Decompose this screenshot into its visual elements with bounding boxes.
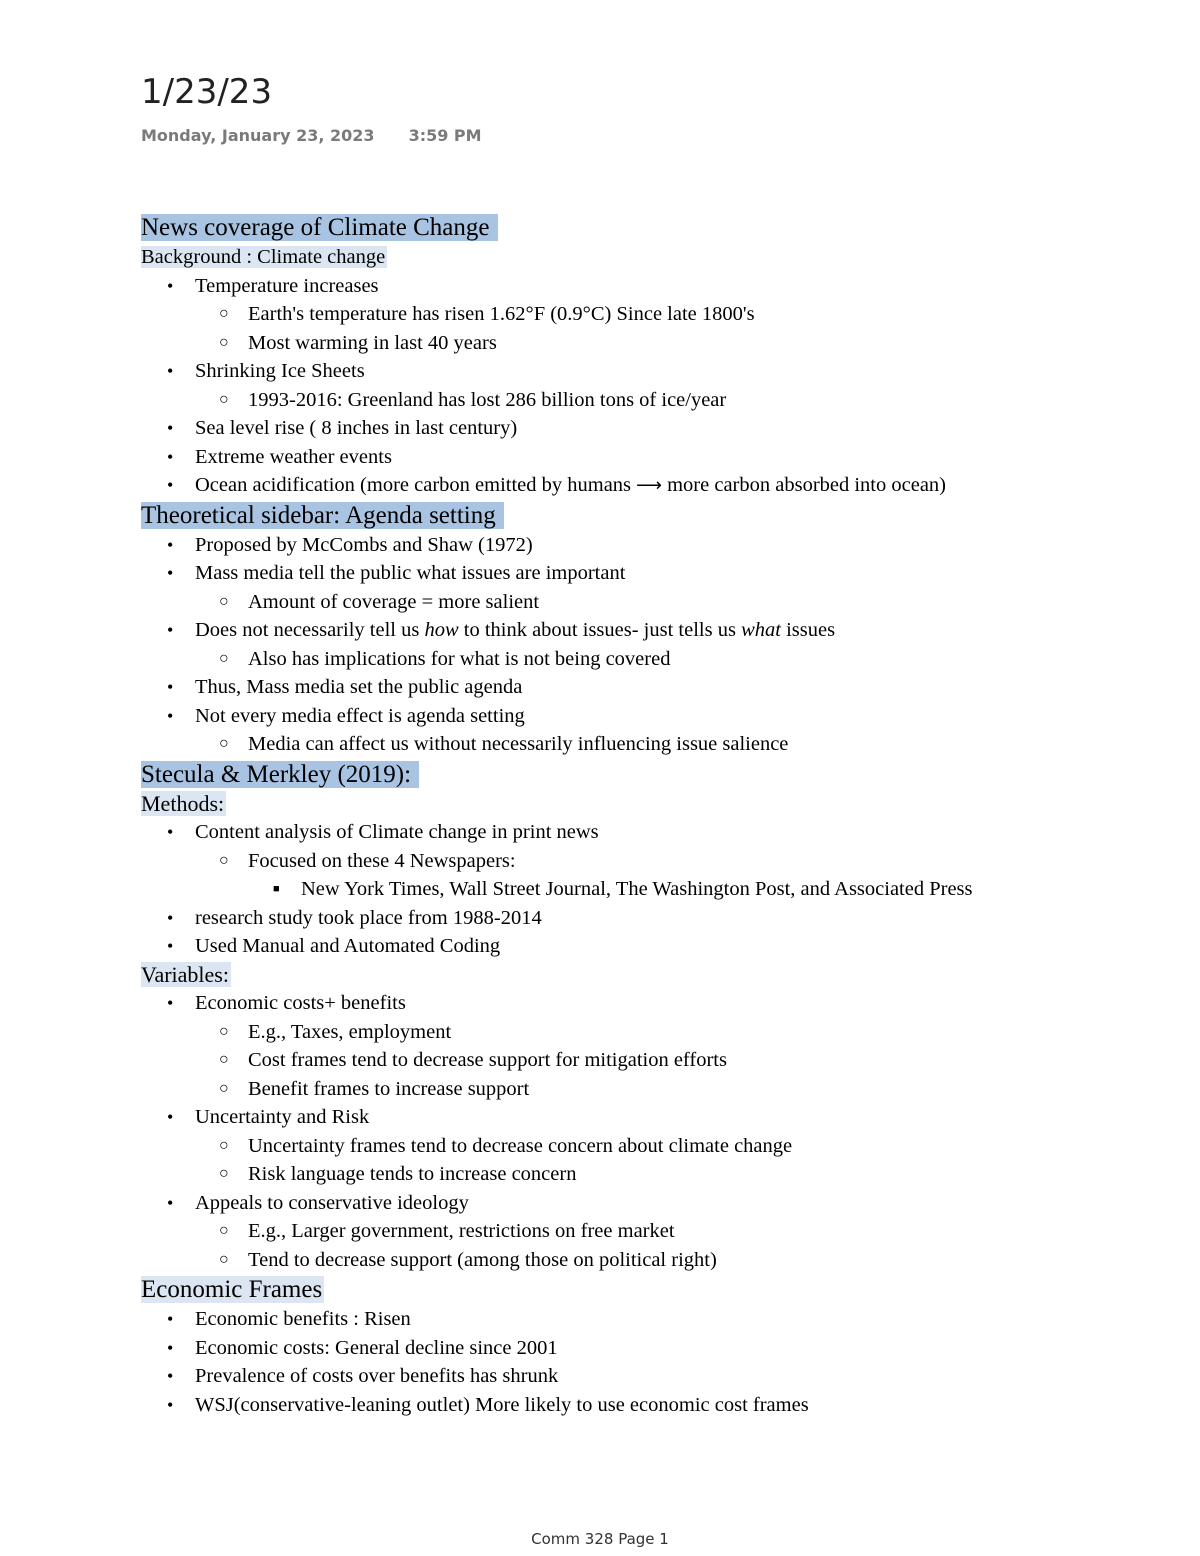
list-item: ○ Uncertainty frames tend to decrease concern about climate change (141, 1132, 1141, 1161)
list-item: • Extreme weather events (141, 443, 1141, 472)
list-item: ○ E.g., Taxes, employment (141, 1018, 1141, 1047)
list-item: ○ Most warming in last 40 years (141, 329, 1141, 358)
bullet-icon: • (167, 534, 174, 555)
right-arrow-icon: ⟶ (636, 475, 662, 496)
list-item: ○ Focused on these 4 Newspapers: (141, 847, 1141, 876)
list-item: ○ Also has implications for what is not being covered (141, 645, 1141, 674)
subheading-methods: Methods: (141, 790, 225, 816)
list-item: • Used Manual and Automated Coding (141, 932, 1141, 961)
page-footer: Comm 328 Page 1 (531, 1530, 669, 1548)
bullet-icon: • (167, 1309, 174, 1329)
circle-bullet-icon: ○ (219, 1222, 229, 1239)
list-item: • Mass media tell the public what issues are important (141, 559, 1141, 588)
circle-bullet-icon: ○ (219, 851, 229, 869)
bullet-icon: • (167, 993, 174, 1013)
list-item: • Content analysis of Climate change in print news (141, 818, 1141, 847)
list-item: • Does not necessarily tell us how to think about issues- just tells us what issues (141, 616, 1141, 645)
bullet-icon: • (167, 275, 174, 296)
list-item: ■ New York Times, Wall Street Journal, The Washington Post, and Associated Press (141, 875, 1141, 904)
circle-bullet-icon: ○ (219, 305, 229, 322)
circle-bullet-icon: ○ (219, 390, 229, 408)
bullet-icon: • (167, 620, 174, 640)
list-item: ○ Media can affect us without necessarily influencing issue salience (141, 730, 1141, 759)
bullet-icon: • (167, 822, 174, 842)
section-heading-news: News coverage of Climate Change (141, 212, 1141, 243)
subheading-background: Background : Climate change (141, 246, 386, 268)
list-item: ○ Benefit frames to increase support (141, 1075, 1141, 1104)
bullet-icon: • (167, 446, 174, 467)
list-item: • Sea level rise ( 8 inches in last century) (141, 414, 1141, 443)
bullet-icon: • (167, 936, 174, 956)
bullet-icon: • (167, 563, 174, 583)
list-item: • Proposed by McCombs and Shaw (1972) (141, 531, 1141, 560)
list-item: ○ Risk language tends to increase concern (141, 1160, 1141, 1189)
page-time: 3:59 PM (408, 126, 482, 145)
section-heading-stecula: Stecula & Merkley (2019): (141, 759, 1141, 790)
bullet-icon: • (167, 677, 174, 697)
circle-bullet-icon: ○ (219, 333, 229, 351)
bullet-icon: • (167, 1394, 174, 1415)
note-body (141, 212, 1141, 1419)
subheading-variables: Variables: (141, 961, 229, 987)
circle-bullet-icon: ○ (219, 592, 229, 610)
circle-bullet-icon: ○ (219, 1051, 229, 1068)
bullet-icon: • (167, 418, 174, 438)
list-item: • Uncertainty and Risk (141, 1103, 1141, 1132)
bullet-icon: • (167, 907, 174, 928)
list-item: ○ Earth's temperature has risen 1.62°F (0.9°C) Since late 1800's (141, 300, 1141, 329)
list-item: • Ocean acidification (more carbon emitted by humans ⟶ more carbon absorbed into ocean) (141, 471, 1141, 500)
page-title: 1/23/23 (141, 72, 273, 112)
list-item: • Temperature increases (141, 272, 1141, 301)
list-item: • Not every media effect is agenda setting (141, 702, 1141, 731)
list-item: ○ Amount of coverage = more salient (141, 588, 1141, 617)
list-item: ○ E.g., Larger government, restrictions on free market (141, 1217, 1141, 1246)
list-item: • WSJ(conservative-leaning outlet) More likely to use economic cost frames (141, 1391, 1141, 1420)
bullet-icon: • (167, 1366, 174, 1386)
square-bullet-icon: ■ (273, 883, 280, 895)
list-item: • Appeals to conservative ideology (141, 1189, 1141, 1218)
list-item: • Economic benefits : Risen (141, 1305, 1141, 1334)
page-meta (141, 126, 482, 145)
list-item: ○ Cost frames tend to decrease support for mitigation efforts (141, 1046, 1141, 1075)
bullet-icon: • (167, 1192, 174, 1213)
circle-bullet-icon: ○ (219, 1136, 229, 1154)
circle-bullet-icon: ○ (219, 735, 229, 752)
circle-bullet-icon: ○ (219, 1250, 229, 1268)
bullet-icon: • (167, 705, 174, 726)
circle-bullet-icon: ○ (219, 649, 229, 667)
bullet-icon: • (167, 475, 174, 495)
bullet-icon: • (167, 361, 174, 381)
circle-bullet-icon: ○ (219, 1022, 229, 1040)
list-item: • Thus, Mass media set the public agenda (141, 673, 1141, 702)
section-heading-agenda: Theoretical sidebar: Agenda setting (141, 500, 1141, 531)
list-item: • research study took place from 1988-2014 (141, 904, 1141, 933)
circle-bullet-icon: ○ (219, 1165, 229, 1182)
list-item: • Shrinking Ice Sheets (141, 357, 1141, 386)
bullet-icon: • (167, 1337, 174, 1358)
bullet-icon: • (167, 1107, 174, 1127)
list-item: • Economic costs: General decline since 2001 (141, 1334, 1141, 1363)
circle-bullet-icon: ○ (219, 1079, 229, 1097)
list-item: • Economic costs+ benefits (141, 989, 1141, 1018)
page-date: Monday, January 23, 2023 (141, 126, 375, 145)
list-item: • Prevalence of costs over benefits has shrunk (141, 1362, 1141, 1391)
list-item: ○ 1993-2016: Greenland has lost 286 billion tons of ice/year (141, 386, 1141, 415)
section-heading-economic: Economic Frames (141, 1276, 323, 1303)
list-item: ○ Tend to decrease support (among those on political right) (141, 1246, 1141, 1275)
